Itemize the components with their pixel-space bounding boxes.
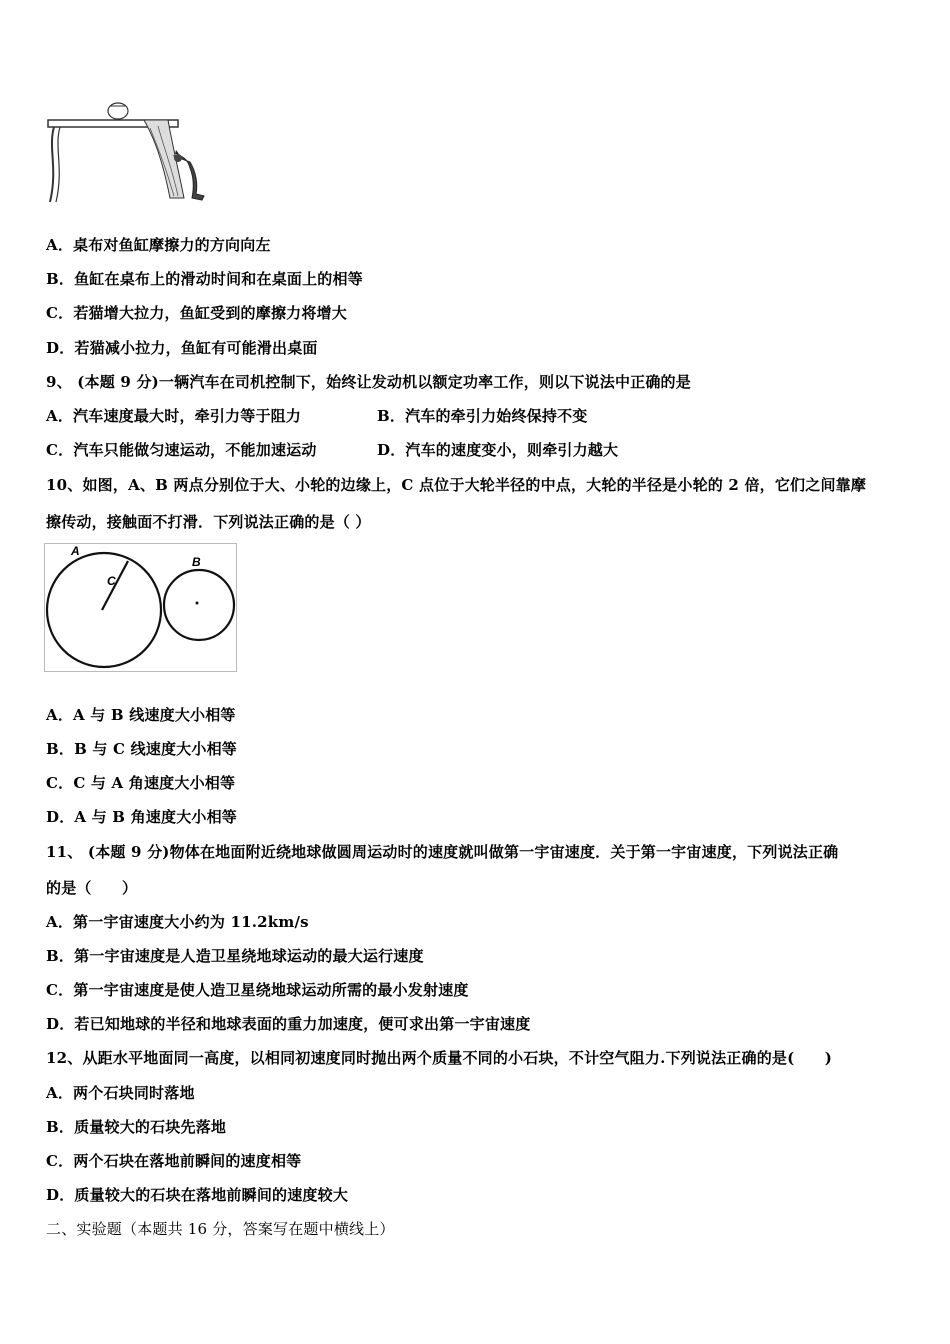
q10-option-d xyxy=(46,807,237,827)
q10-stem-line2: 擦传动，接触面不打滑．下列说法正确的是（ ） xyxy=(46,513,371,531)
option-letter: B． xyxy=(46,1118,75,1136)
option-text: 第一宇宙速度是人造卫星绕地球运动的最大运行速度 xyxy=(74,947,424,965)
option-text: 若猫减小拉力，鱼缸有可能滑出桌面 xyxy=(74,339,318,357)
option-text: 桌布对鱼缸摩擦力的方向向左 xyxy=(73,236,271,254)
option-text: 若已知地球的半径和地球表面的重力加速度，便可求出第一宇宙速度 xyxy=(74,1015,531,1033)
q11-stem-line1: 11、 (本题 9 分)物体在地面附近绕地球做圆周运动时的速度就叫做第一宇宙速度．关于第一宇宙速度，下列说法正确 xyxy=(46,843,839,861)
q9-option-b: B．汽车的牵引力始终保持不变 xyxy=(377,407,588,425)
option-letter: B． xyxy=(46,947,75,965)
q11-stem-line2: 的是（ ） xyxy=(46,879,138,897)
option-text: 第一宇宙速度是使人造卫星绕地球运动所需的最小发射速度 xyxy=(73,981,469,999)
option-text: C 与 A 角速度大小相等 xyxy=(73,774,236,792)
section-title: 二、实验题（本题共 16 分，答案写在题中横线上） xyxy=(46,1220,395,1238)
option-text: 两个石块在落地前瞬间的速度相等 xyxy=(73,1152,302,1170)
option-letter: B． xyxy=(46,740,75,758)
small-wheel-center xyxy=(196,602,199,605)
option-letter: C． xyxy=(46,981,74,999)
q9-stem: 9、 (本题 9 分)一辆汽车在司机控制下，始终让发动机以额定功率工作，则以下说法中正确的是 xyxy=(46,373,691,391)
option-text: 质量较大的石块先落地 xyxy=(74,1118,227,1136)
q8-option-c xyxy=(46,303,347,323)
option-letter: A． xyxy=(46,1084,74,1102)
q12-stem: 12、从距水平地面同一高度，以相同初速度同时抛出两个质量不同的小石块，不计空气阻力.下列说法正确的是( ) xyxy=(46,1049,833,1067)
q12-option-a xyxy=(46,1083,195,1103)
q10-option-b xyxy=(46,739,237,759)
option-letter: C． xyxy=(46,1152,74,1170)
option-text: A 与 B 线速度大小相等 xyxy=(73,706,236,724)
option-text: B 与 C 线速度大小相等 xyxy=(74,740,237,758)
option-letter: A． xyxy=(46,706,74,724)
option-letter: C． xyxy=(46,774,74,792)
q9-option-d: D．汽车的速度变小，则牵引力越大 xyxy=(377,441,619,459)
option-text: 鱼缸在桌布上的滑动时间和在桌面上的相等 xyxy=(74,270,363,288)
option-text: 若猫增大拉力，鱼缸受到的摩擦力将增大 xyxy=(73,304,347,322)
table-cat-fishbowl-figure xyxy=(44,98,214,208)
option-letter: B． xyxy=(46,270,75,288)
q9-option-a: A．汽车速度最大时，牵引力等于阻力 xyxy=(46,407,302,425)
label-c: C xyxy=(107,574,116,588)
option-letter: A． xyxy=(46,236,74,254)
option-letter: D． xyxy=(46,1186,75,1204)
q10-option-c xyxy=(46,773,235,793)
q9-option-c: C．汽车只能做匀速运动，不能加速运动 xyxy=(46,441,317,459)
option-letter: C． xyxy=(46,304,74,322)
q11-option-b xyxy=(46,946,424,966)
q8-option-d xyxy=(46,338,318,358)
q10-stem-line1: 10、如图，A、B 两点分别位于大、小轮的边缘上，C 点位于大轮半径的中点，大轮的半径是小轮的 2 倍，它们之间靠摩 xyxy=(46,476,867,494)
two-wheels-figure xyxy=(44,543,238,673)
option-text: 两个石块同时落地 xyxy=(73,1084,195,1102)
q12-option-c xyxy=(46,1151,301,1171)
q11-option-a xyxy=(46,912,309,932)
q10-option-a xyxy=(46,705,236,725)
q11-option-c xyxy=(46,980,469,1000)
option-text: 质量较大的石块在落地前瞬间的速度较大 xyxy=(74,1186,349,1204)
q11-option-d xyxy=(46,1014,530,1034)
small-wheel xyxy=(164,570,234,640)
option-letter: D． xyxy=(46,808,75,826)
q8-option-b xyxy=(46,269,363,289)
large-wheel xyxy=(47,553,161,667)
label-a: A xyxy=(71,544,80,558)
q8-option-a xyxy=(46,235,271,255)
q12-option-b xyxy=(46,1117,226,1137)
label-b: B xyxy=(192,555,201,569)
option-letter: D． xyxy=(46,339,75,357)
q12-option-d xyxy=(46,1185,348,1205)
option-letter: A． xyxy=(46,913,74,931)
option-letter: D． xyxy=(46,1015,75,1033)
option-text: A 与 B 角速度大小相等 xyxy=(74,808,238,826)
option-text: 第一宇宙速度大小约为 11.2km/s xyxy=(73,913,309,931)
